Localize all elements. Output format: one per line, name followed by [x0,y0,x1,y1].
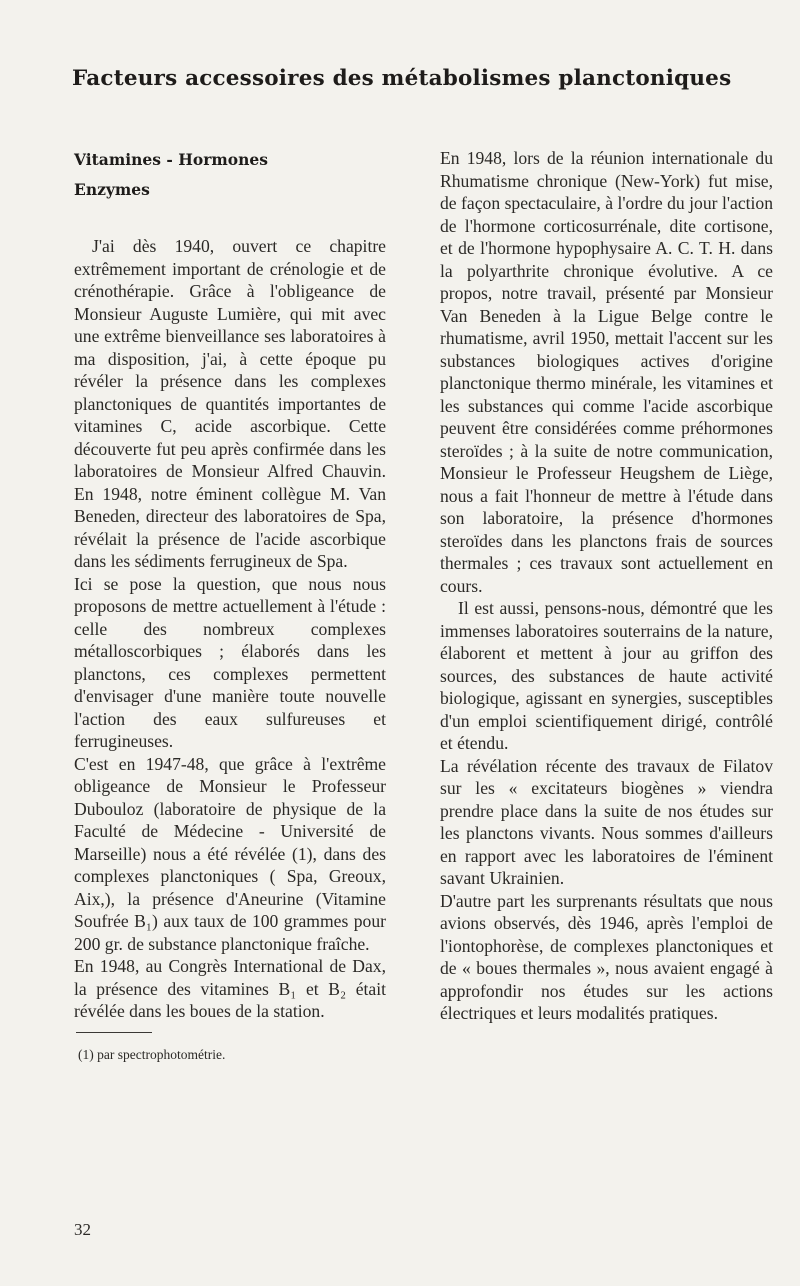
page-title: Facteurs accessoires des métabolismes planctoniques [72,66,732,91]
right-column [440,147,773,1025]
paragraph: En 1948, au Congrès International de Dax, la présence des vitamines B₁ et B₂ était révélée dans les boues de la station. [74,956,386,1021]
footnote: (1) par spectrophotométrie. [78,1047,226,1062]
left-column [74,235,386,1023]
page-number: 32 [74,1220,91,1239]
paragraph: J'ai dès 1940, ouvert ce chapitre extrêmement important de crénologie et de crénothérapie. Grâce à l'obligeance de Monsieur Auguste Lumière, qui mit avec une extrême bienveillance ses laboratoires à ma disposition, j'ai, à cette époque pu révéler la présence dans les complexes planctoniques de quantités importantes de vitamines C, acide ascorbique. Cette découverte fut peu après confirmée dans les laboratoires de Monsieur Alfred Chauvin. En 1948, notre éminent collègue M. Van Beneden, directeur des laboratoires de Spa, révélait la présence de l'acide ascorbique dans les sédiments ferrugineux de Spa. [74,236,386,571]
paragraph: D'autre part les surprenants résultats que nous avions observés, dès 1946, après l'emploi de l'iontophorèse, de complexes planctoniques et de « boues thermales », nous avaient engagé à approfondir nos études sur les actions électriques et leurs modalités pratiques. [440,890,773,1023]
section-subheading: Enzymes [74,180,150,199]
paragraph: C'est en 1947-48, que grâce à l'extrême obligeance de Monsieur le Professeur Dubouloz (laboratoire de physique de la Faculté de Médecine - Université de Marseille) nous a été révélée (1), dans des complexes planctoniques ( Spa, Greoux, Aix,), la présence d'Aneurine (Vitamine Soufrée B₁) aux taux de 100 grammes pour 200 gr. de substance planctonique fraîche. [74,753,386,954]
paragraph: La révélation récente des travaux de Filatov sur les « excitateurs biogènes » viendra prendre place dans la suite de nos études sur les planctons vivants. Nous sommes d'ailleurs en rapport avec les laboratoires de l'éminent savant Ukrainien. [440,755,773,888]
paragraph: Ici se pose la question, que nous nous proposons de mettre actuellement à l'étude : celle des nombreux complexes métalloscorbiques ; élaborés dans les planctons, ces complexes permettent d'envisager d'une manière toute nouvelle l'action des eaux sulfureuses et ferrugineuses. [74,573,386,751]
paragraph: Il est aussi, pensons-nous, démontré que les immenses laboratoires souterrains de la nature, élaborent et mettent à jour au griffon des sources, des substances de haute activité biologique, agissant en synergies, susceptibles d'un emploi scientifiquement dirigé, contrôlé et étendu. [440,598,773,753]
section-heading: Vitamines - Hormones [74,150,268,169]
paragraph: En 1948, lors de la réunion internationale du Rhumatisme chronique (New-York) fut mise, de façon spectaculaire, à l'ordre du jour l'action de l'hormone corticosurrénale, dite cortisone, et de l'hormone hypophysaire A. C. T. H. dans la polyarthrite chronique évolutive. A ce propos, notre travail, présenté par Monsieur Van Beneden à la Ligue Belge contre le rhumatisme, avril 1950, mettait l'accent sur les substances biologiques actives d'origine planctonique thermo minérale, les vitamines et les substances qui comme l'acide ascorbique peuvent être considérées comme préhormones steroïdes ; à la suite de notre communication, Monsieur le Professeur Heugshem de Liège, nous a fait l'honneur de mettre à l'étude dans son laboratoire, la présence d'hormones steroïdes dans les planctons frais de sources thermales ; ces travaux sont actuellement en cours. [440,148,773,596]
footnote-divider [76,1032,152,1033]
